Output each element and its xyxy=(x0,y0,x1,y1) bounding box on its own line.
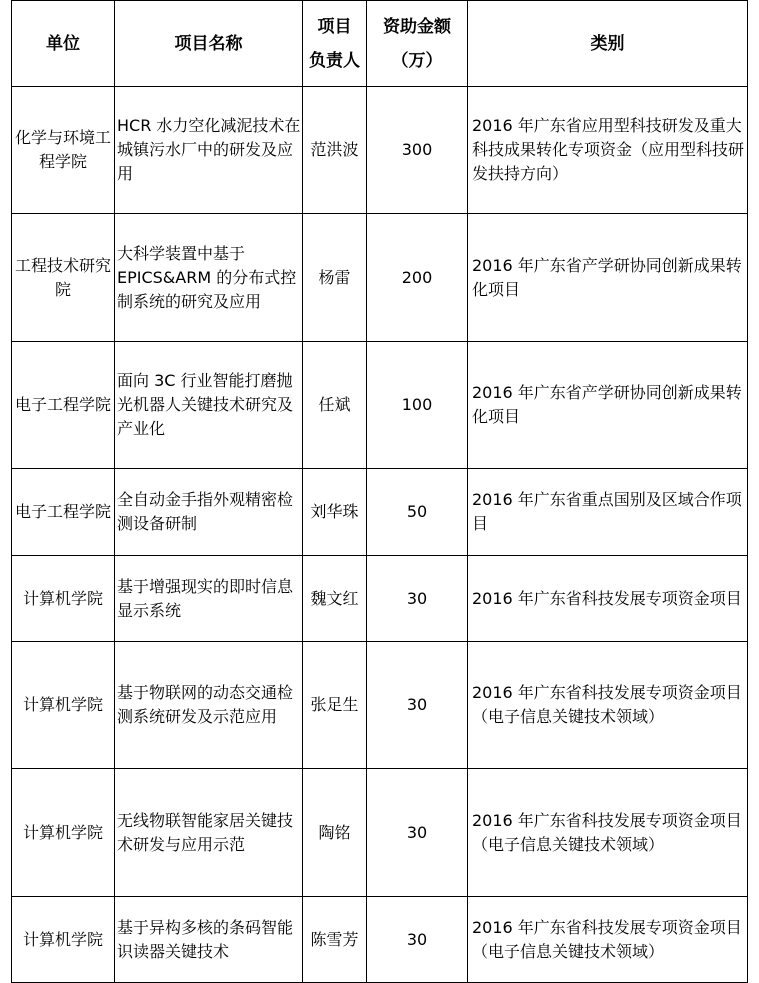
category-cell: 2016 年广东省科技发展专项资金项目（电子信息关键技术领域） xyxy=(468,897,748,983)
project-name-cell: 全自动金手指外观精密检测设备研制 xyxy=(115,469,303,556)
category-cell: 2016 年广东省科技发展专项资金项目（电子信息关键技术领域） xyxy=(468,642,748,769)
amount-cell: 30 xyxy=(367,556,468,642)
project-name-cell: 面向 3C 行业智能打磨抛光机器人关键技术研究及产业化 xyxy=(115,342,303,469)
leader-cell: 任斌 xyxy=(303,342,367,469)
category-cell: 2016 年广东省应用型科技研发及重大科技成果转化专项资金（应用型科技研发扶持方向） xyxy=(468,87,748,214)
table-row xyxy=(12,897,748,983)
project-name-cell: 无线物联智能家居关键技术研发与应用示范 xyxy=(115,769,303,897)
table-row xyxy=(12,556,748,642)
amount-cell: 30 xyxy=(367,897,468,983)
leader-cell: 陈雪芳 xyxy=(303,897,367,983)
leader-cell: 魏文红 xyxy=(303,556,367,642)
category-cell: 2016 年广东省产学研协同创新成果转化项目 xyxy=(468,214,748,342)
project-name-cell: 基于物联网的动态交通检测系统研发及示范应用 xyxy=(115,642,303,769)
project-name-cell: 基于异构多核的条码智能识读器关键技术 xyxy=(115,897,303,983)
unit-cell: 计算机学院 xyxy=(12,769,115,897)
leader-cell: 刘华珠 xyxy=(303,469,367,556)
amount-cell: 50 xyxy=(367,469,468,556)
amount-cell: 200 xyxy=(367,214,468,342)
table-row xyxy=(12,342,748,469)
header-row xyxy=(12,1,748,87)
amount-cell: 30 xyxy=(367,769,468,897)
amount-cell: 100 xyxy=(367,342,468,469)
project-name-cell: 大科学装置中基于EPICS&ARM 的分布式控制系统的研究及应用 xyxy=(115,214,303,342)
table-row xyxy=(12,642,748,769)
unit-cell: 计算机学院 xyxy=(12,897,115,983)
unit-cell: 工程技术研究院 xyxy=(12,214,115,342)
leader-cell: 范洪波 xyxy=(303,87,367,214)
table-row xyxy=(12,214,748,342)
leader-cell: 杨雷 xyxy=(303,214,367,342)
table-row xyxy=(12,87,748,214)
project-name-cell: HCR 水力空化减泥技术在城镇污水厂中的研发及应用 xyxy=(115,87,303,214)
unit-cell: 计算机学院 xyxy=(12,556,115,642)
project-name-cell: 基于增强现实的即时信息显示系统 xyxy=(115,556,303,642)
category-cell: 2016 年广东省重点国别及区域合作项目 xyxy=(468,469,748,556)
category-cell: 2016 年广东省科技发展专项资金项目（电子信息关键技术领域） xyxy=(468,769,748,897)
table-row xyxy=(12,469,748,556)
funding-table xyxy=(11,0,748,983)
amount-cell: 300 xyxy=(367,87,468,214)
unit-cell: 计算机学院 xyxy=(12,642,115,769)
header-leader: 项目 负责人 xyxy=(303,1,367,87)
header-category: 类别 xyxy=(468,1,748,87)
header-unit: 单位 xyxy=(12,1,115,87)
category-cell: 2016 年广东省科技发展专项资金项目 xyxy=(468,556,748,642)
category-cell: 2016 年广东省产学研协同创新成果转化项目 xyxy=(468,342,748,469)
amount-cell: 30 xyxy=(367,642,468,769)
unit-cell: 电子工程学院 xyxy=(12,469,115,556)
table-row xyxy=(12,769,748,897)
leader-cell: 张足生 xyxy=(303,642,367,769)
header-amount: 资助金额 （万） xyxy=(367,1,468,87)
leader-cell: 陶铭 xyxy=(303,769,367,897)
unit-cell: 化学与环境工程学院 xyxy=(12,87,115,214)
header-project-name: 项目名称 xyxy=(115,1,303,87)
unit-cell: 电子工程学院 xyxy=(12,342,115,469)
